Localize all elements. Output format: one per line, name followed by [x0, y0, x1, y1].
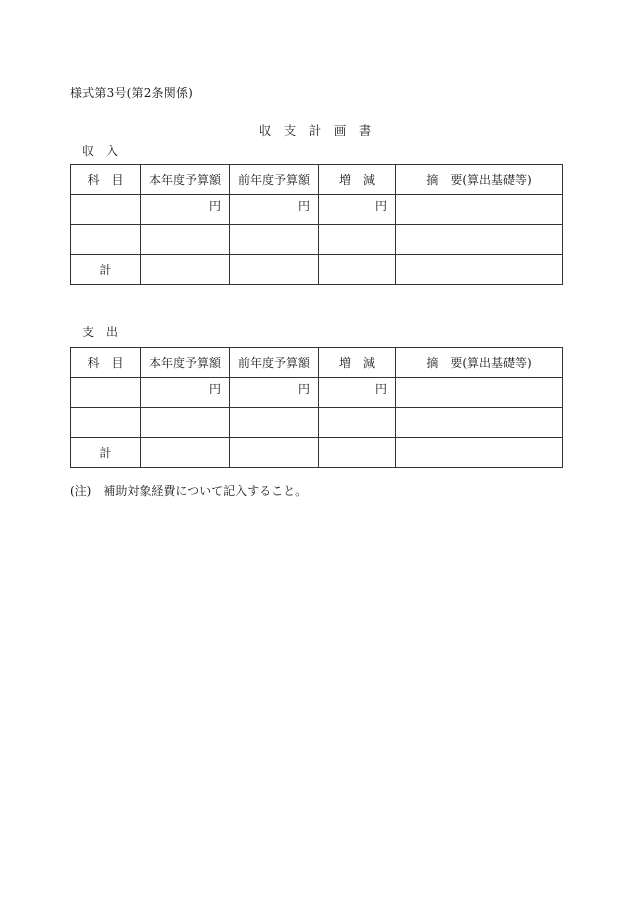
- income-previous-budget-cell[interactable]: [230, 225, 319, 255]
- header-item: 科 目: [71, 165, 141, 195]
- expense-current-budget-cell[interactable]: 円: [141, 378, 230, 408]
- expense-previous-budget-cell[interactable]: 円: [230, 378, 319, 408]
- expense-change-cell[interactable]: 円: [319, 378, 396, 408]
- header-remarks: 摘 要(算出基礎等): [396, 348, 563, 378]
- expense-remarks-cell[interactable]: [396, 408, 563, 438]
- income-table: [70, 164, 563, 285]
- footnote-text: 補助対象経費について記入すること。: [103, 484, 308, 498]
- income-current-budget-cell[interactable]: 円: [141, 195, 230, 225]
- document-title: 収 支 計 画 書: [258, 123, 372, 138]
- expense-item-cell[interactable]: [71, 408, 141, 438]
- expense-total-label: 計: [71, 438, 141, 468]
- expense-total-remarks-cell[interactable]: [396, 438, 563, 468]
- income-total-row: [71, 255, 563, 285]
- expense-item-cell[interactable]: [71, 378, 141, 408]
- income-change-cell[interactable]: [319, 225, 396, 255]
- income-remarks-cell[interactable]: [396, 225, 563, 255]
- expense-table: [70, 347, 563, 468]
- footnote-marker: (注): [70, 484, 92, 498]
- expense-remarks-cell[interactable]: [396, 378, 563, 408]
- expense-section-label: 支 出: [82, 325, 119, 339]
- footnote: [70, 482, 307, 499]
- header-current-budget: 本年度予算額: [141, 348, 230, 378]
- income-total-label: 計: [71, 255, 141, 285]
- header-change: 増 減: [319, 348, 396, 378]
- income-remarks-cell[interactable]: [396, 195, 563, 225]
- income-current-budget-cell[interactable]: [141, 225, 230, 255]
- header-remarks: 摘 要(算出基礎等): [396, 165, 563, 195]
- form-number: 様式第3号(第2条関係): [70, 86, 194, 100]
- expense-total-change-cell[interactable]: [319, 438, 396, 468]
- income-row-1: [71, 195, 563, 225]
- income-total-change-cell[interactable]: [319, 255, 396, 285]
- expense-total-row: [71, 438, 563, 468]
- expense-total-previous-cell[interactable]: [230, 438, 319, 468]
- income-previous-budget-cell[interactable]: 円: [230, 195, 319, 225]
- expense-change-cell[interactable]: [319, 408, 396, 438]
- income-section-label: 収 入: [82, 144, 119, 158]
- expense-row-1: [71, 378, 563, 408]
- header-change: 増 減: [319, 165, 396, 195]
- income-item-cell[interactable]: [71, 195, 141, 225]
- income-change-cell[interactable]: 円: [319, 195, 396, 225]
- expense-total-current-cell[interactable]: [141, 438, 230, 468]
- income-total-current-cell[interactable]: [141, 255, 230, 285]
- expense-row-2: [71, 408, 563, 438]
- expense-header-row: [71, 348, 563, 378]
- income-row-2: [71, 225, 563, 255]
- header-previous-budget: 前年度予算額: [230, 348, 319, 378]
- header-current-budget: 本年度予算額: [141, 165, 230, 195]
- header-previous-budget: 前年度予算額: [230, 165, 319, 195]
- expense-previous-budget-cell[interactable]: [230, 408, 319, 438]
- expense-current-budget-cell[interactable]: [141, 408, 230, 438]
- income-item-cell[interactable]: [71, 225, 141, 255]
- income-total-previous-cell[interactable]: [230, 255, 319, 285]
- income-total-remarks-cell[interactable]: [396, 255, 563, 285]
- header-item: 科 目: [71, 348, 141, 378]
- income-header-row: [71, 165, 563, 195]
